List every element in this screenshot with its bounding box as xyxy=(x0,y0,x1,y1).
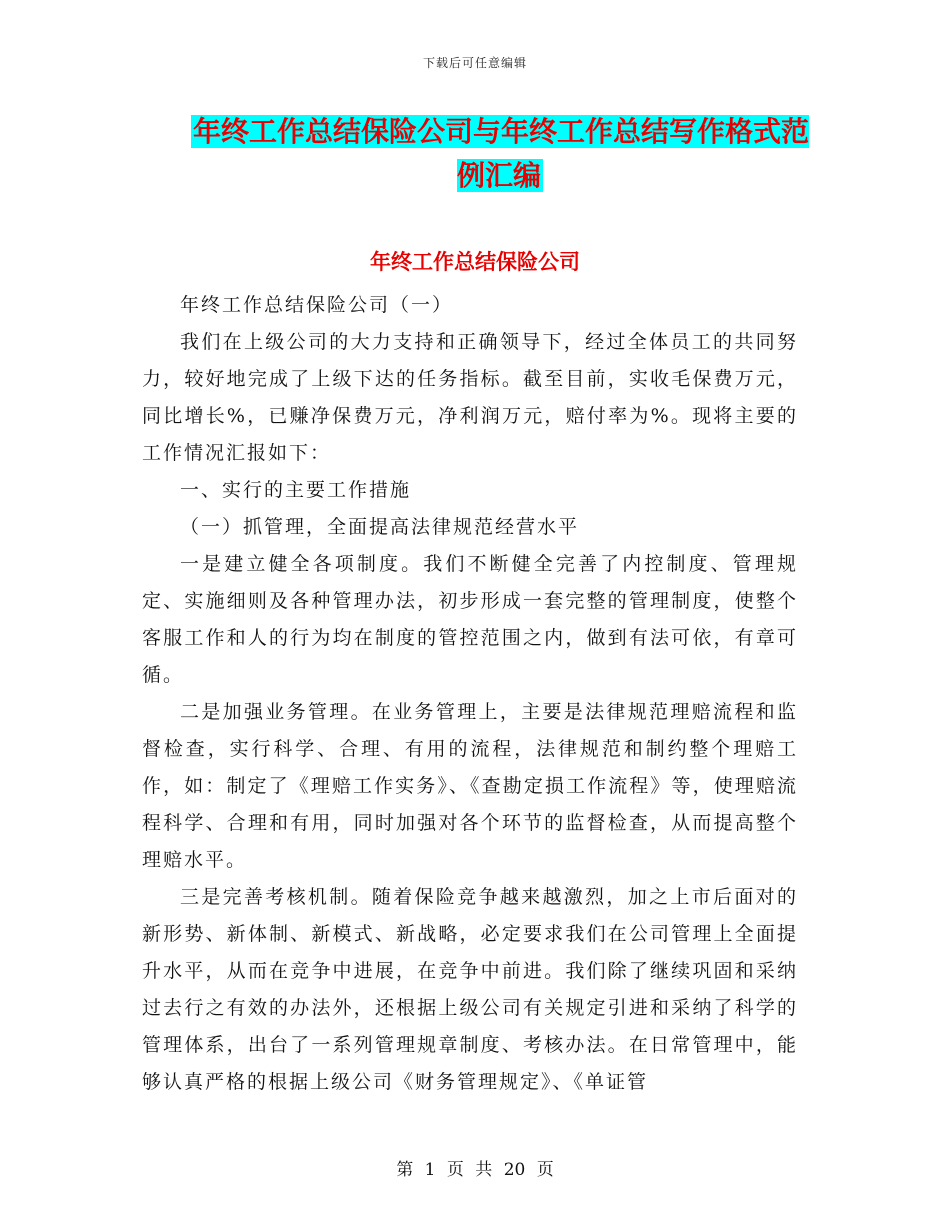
document-body xyxy=(142,287,798,1101)
paragraph-point-one: 一是建立健全各项制度。我们不断健全完善了内控制度、管理规定、实施细则及各种管理办法，初步形成一套完整的管理制度，使整个客服工作和人的行为均在制度的管控范围之内，做到有法可依，有章可循。 xyxy=(142,553,798,686)
paragraph-point-two: 二是加强业务管理。在业务管理上，主要是法律规范理赔流程和监督检查，实行科学、合理、有用的流程，法律规范和制约整个理赔工作，如：制定了《理赔工作实务》、《查勘定损工作流程》等，使理赔流程科学、合理和有用，同时加强对各个环节的监督检查，从而提高整个理赔水平。 xyxy=(142,701,798,871)
paragraph-heading-measures: 一、实行的主要工作措施 xyxy=(180,479,412,501)
paragraph-intro: 我们在上级公司的大力支持和正确领导下，经过全体员工的共同努力，较好地完成了上级下达的任务指标。截至目前，实收毛保费万元，同比增长%，已赚净保费万元，净利润万元，赔付率为%。现将主要的工作情况汇报如下： xyxy=(142,331,798,464)
document-title-text: 年终工作总结保险公司与年终工作总结写作格式范例汇编 xyxy=(192,115,809,192)
header-note: 下载后可任意编辑 xyxy=(422,56,527,70)
paragraph-subtitle: 年终工作总结保险公司（一） xyxy=(180,294,454,316)
document-title xyxy=(190,110,810,198)
page-number: 第 1 页 共 20 页 xyxy=(396,1160,554,1180)
paragraph-subheading-management: （一）抓管理，全面提高法律规范经营水平 xyxy=(180,516,580,538)
section-title: 年终工作总结保险公司 xyxy=(370,250,580,274)
paragraph-point-three: 三是完善考核机制。随着保险竞争越来越激烈，加之上市后面对的新形势、新体制、新模式、新战略，必定要求我们在公司管理上全面提升水平，从而在竞争中进展，在竞争中前进。我们除了继续巩固和采纳过去行之有效的办法外，还根据上级公司有关规定引进和采纳了科学的管理体系，出台了一系列管理规章制度、考核办法。在日常管理中，能够认真严格的根据上级公司《财务管理规定》、《单证管 xyxy=(142,886,798,1093)
